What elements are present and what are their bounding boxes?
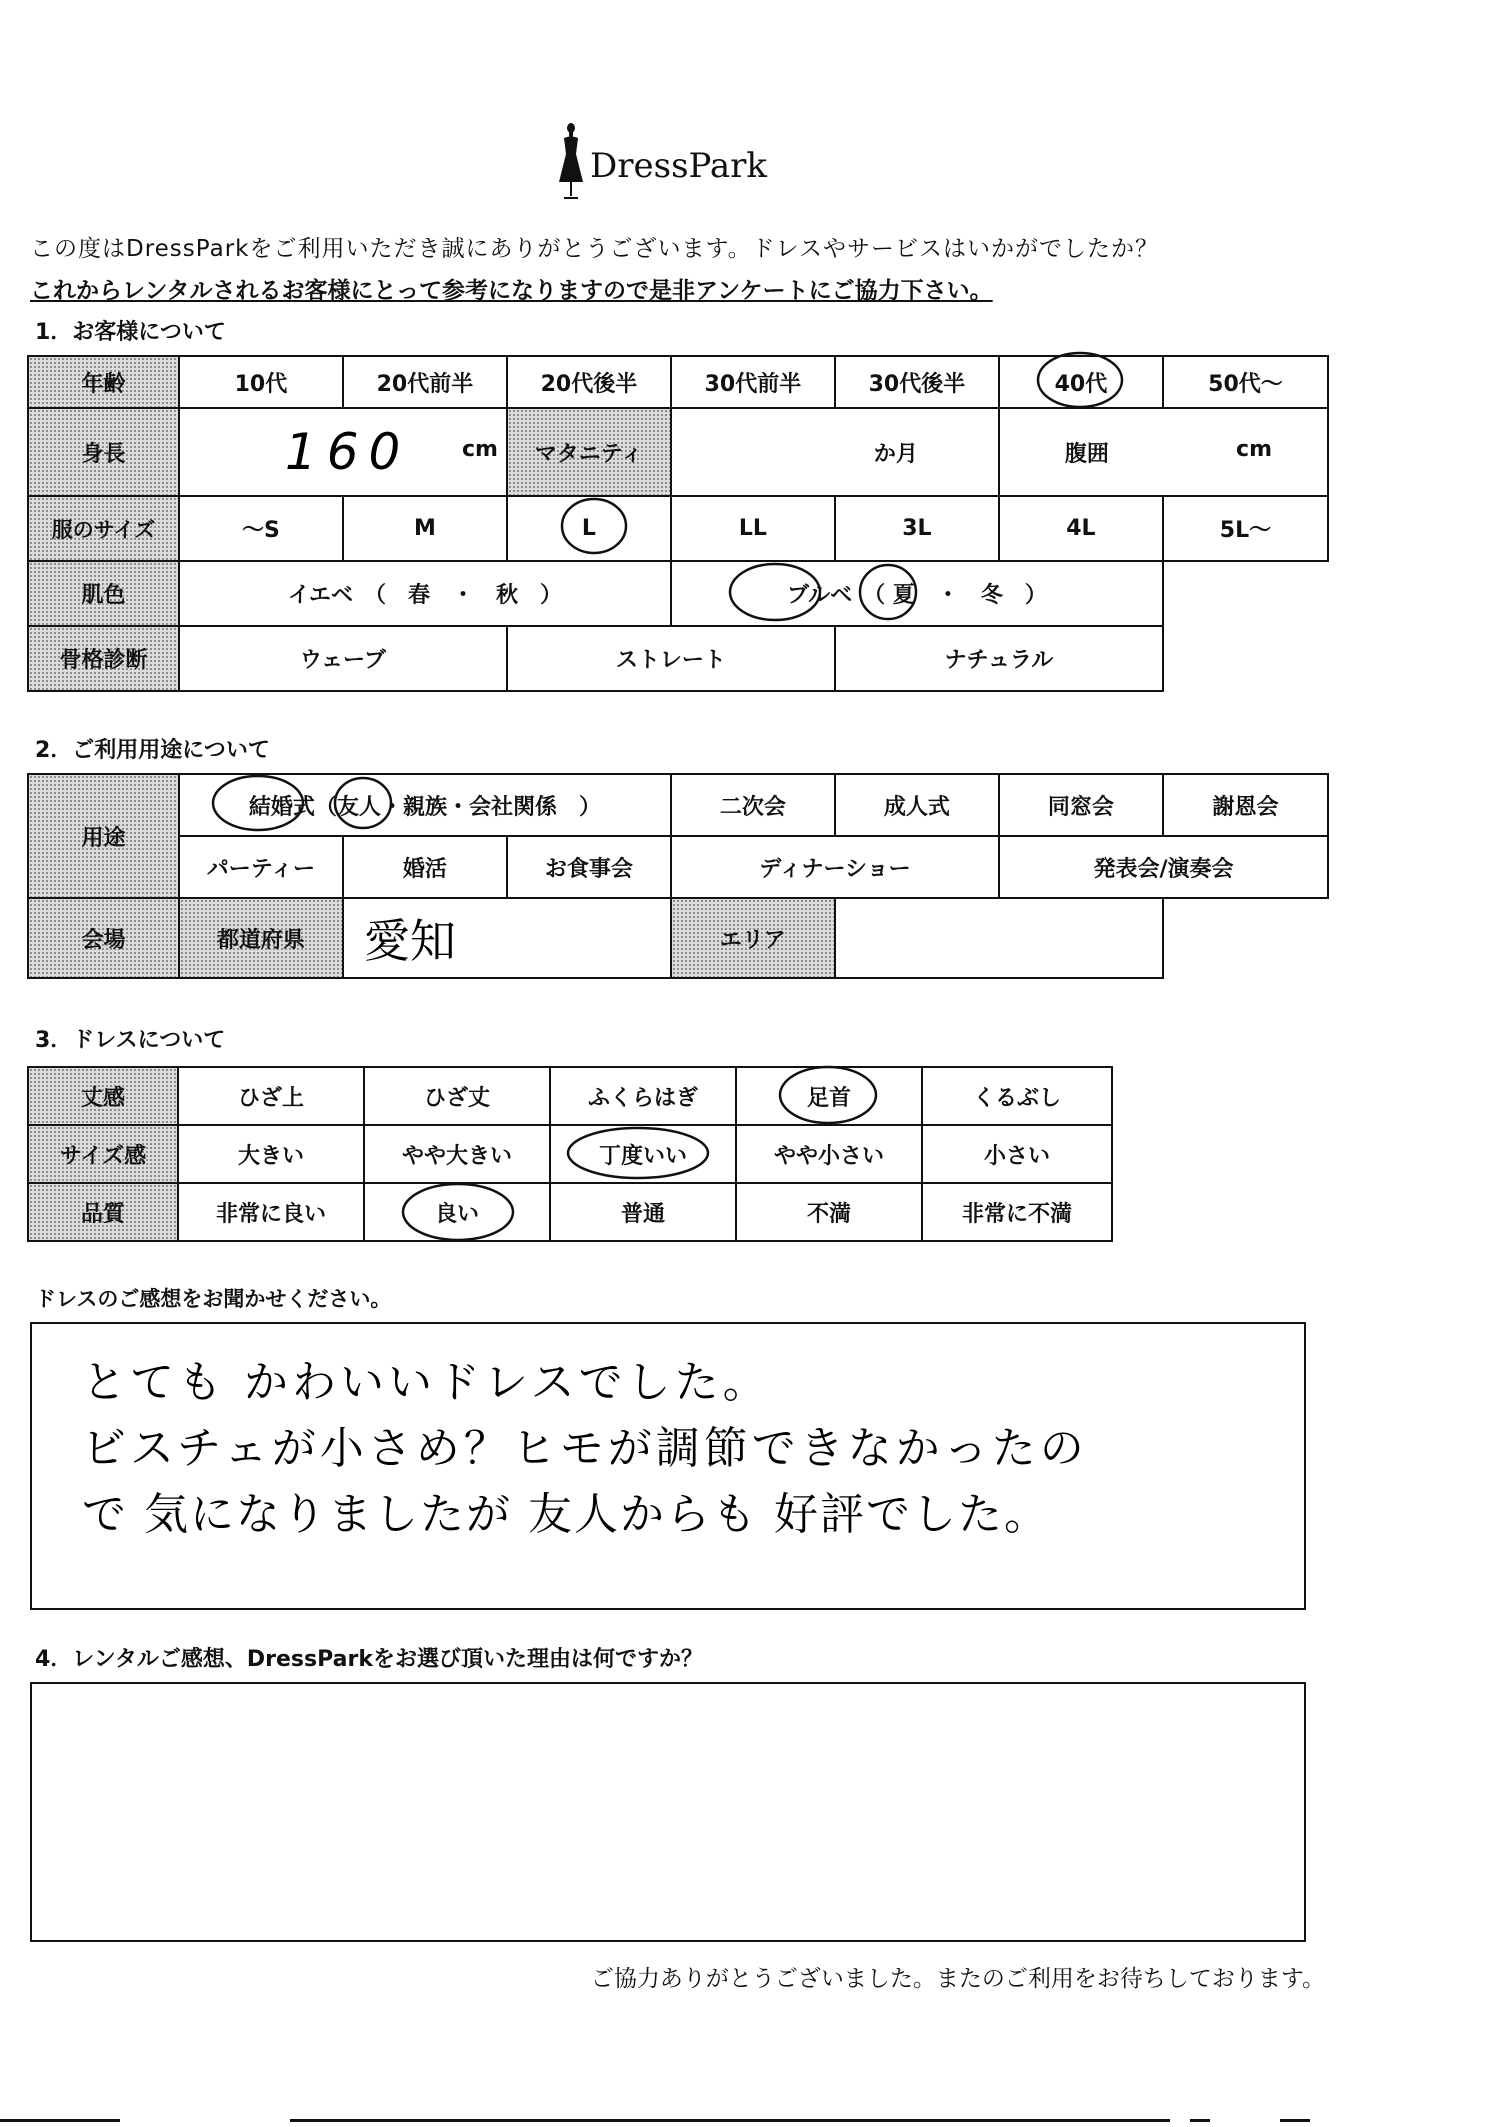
customer-table: [27, 355, 1329, 692]
intro-line-1: この度はDressParkをご利用いただき誠にありがとうございます。ドレスやサービスはいかがでしたか？: [30, 236, 1159, 262]
waist-unit: cm: [1236, 437, 1272, 462]
usage-relations: ・親族・会社関係 ）: [380, 794, 601, 820]
wedding-selected: 結婚式: [248, 794, 315, 820]
size-option[interactable]: 〜S: [179, 496, 343, 561]
fit-option[interactable]: 小さい: [922, 1125, 1112, 1183]
venue-label: 会場: [28, 898, 179, 978]
usage-option[interactable]: ディナーショー: [671, 836, 999, 898]
length-option[interactable]: ひざ丈: [364, 1067, 550, 1125]
age-option[interactable]: 50代〜: [1163, 356, 1328, 408]
comment-line: とても かわいいドレスでした。: [82, 1357, 771, 1408]
area-field[interactable]: [835, 898, 1163, 978]
section-2-title: 2．ご利用用途について: [35, 738, 270, 763]
usage-label: 用途: [28, 774, 179, 898]
maternity-months-field[interactable]: [671, 408, 999, 496]
paren: （: [314, 794, 337, 820]
height-unit: cm: [461, 437, 498, 462]
age-label: 年齢: [28, 356, 179, 408]
dot: ・: [936, 583, 959, 608]
quality-label: 品質: [28, 1183, 178, 1241]
length-option-selected[interactable]: 足首: [736, 1067, 922, 1125]
comment-line: で 気になりましたが 友人からも 好評でした。: [82, 1489, 1050, 1540]
usage-option[interactable]: 婚活: [343, 836, 507, 898]
age-option[interactable]: 10代: [179, 356, 343, 408]
length-option[interactable]: ふくらはぎ: [550, 1067, 736, 1125]
age-option[interactable]: 30代前半: [671, 356, 835, 408]
waist-field[interactable]: [999, 408, 1328, 496]
section-1-title: 1．お客様について: [35, 320, 226, 345]
quality-option-selected[interactable]: 良い: [364, 1183, 550, 1241]
scan-edge: [290, 2119, 1170, 2122]
quality-option[interactable]: 非常に良い: [178, 1183, 364, 1241]
paren: ）: [1024, 583, 1047, 608]
size-option[interactable]: LL: [671, 496, 835, 561]
height-field[interactable]: [179, 408, 507, 496]
size-option-selected[interactable]: L: [507, 496, 671, 561]
frame-option[interactable]: ナチュラル: [835, 626, 1163, 691]
scan-edge: [1280, 2119, 1310, 2122]
skin-yellow-base[interactable]: イエベ （ 春 ・ 秋 ）: [179, 561, 671, 626]
prefecture-value: 愛知: [363, 914, 456, 968]
maternity-label: マタニティ: [507, 408, 671, 496]
paren: （: [874, 583, 886, 608]
skin-label: 肌色: [28, 561, 179, 626]
usage-option[interactable]: パーティー: [179, 836, 343, 898]
usage-option[interactable]: 発表会/演奏会: [999, 836, 1328, 898]
quality-option[interactable]: 不満: [736, 1183, 922, 1241]
dress-form-icon: [555, 120, 595, 220]
quality-option[interactable]: 普通: [550, 1183, 736, 1241]
winter-option: 冬: [980, 583, 1003, 608]
usage-option[interactable]: お食事会: [507, 836, 671, 898]
summer-selected: 夏: [892, 583, 915, 608]
size-option[interactable]: 3L: [835, 496, 999, 561]
size-option[interactable]: M: [343, 496, 507, 561]
age-option[interactable]: 30代後半: [835, 356, 999, 408]
usage-table: [27, 773, 1329, 979]
usage-option[interactable]: 成人式: [835, 774, 999, 836]
rental-comment-box[interactable]: [30, 1682, 1306, 1942]
size-option[interactable]: 5L〜: [1163, 496, 1328, 561]
dresspark-logo: [555, 120, 795, 220]
usage-wedding-group[interactable]: [179, 774, 671, 836]
size-option[interactable]: 4L: [999, 496, 1163, 561]
usage-option[interactable]: 同窓会: [999, 774, 1163, 836]
waist-label: 腹囲: [1064, 442, 1109, 467]
logo-brand: DressPark: [590, 146, 768, 186]
height-value: 160: [284, 423, 411, 481]
blue-base-selected: ブルベ: [786, 583, 853, 608]
footer-thanks: ご協力ありがとうございました。またのご利用をお待ちしております。: [590, 1966, 1325, 1992]
fit-option[interactable]: やや小さい: [736, 1125, 922, 1183]
months-label: か月: [873, 442, 918, 467]
length-label: 丈感: [28, 1067, 178, 1125]
frame-option[interactable]: ストレート: [507, 626, 835, 691]
comment-prompt: ドレスのご感想をお聞かせください。: [35, 1287, 392, 1311]
age-option-selected[interactable]: 40代: [999, 356, 1163, 408]
scan-edge: [1190, 2119, 1210, 2122]
length-option[interactable]: ひざ上: [178, 1067, 364, 1125]
empty-cell: [1163, 561, 1328, 626]
skin-blue-base[interactable]: [671, 561, 1163, 626]
section-3-title: 3．ドレスについて: [35, 1028, 226, 1053]
intro-line-2: これからレンタルされるお客様にとって参考になりますので是非アンケートにご協力下さい。: [30, 278, 993, 304]
height-label: 身長: [28, 408, 179, 496]
empty-cell: [1163, 626, 1328, 691]
fit-option[interactable]: 大きい: [178, 1125, 364, 1183]
age-option[interactable]: 20代前半: [343, 356, 507, 408]
fit-option-selected[interactable]: 丁度いい: [550, 1125, 736, 1183]
dress-table: [27, 1066, 1113, 1242]
usage-option[interactable]: 二次会: [671, 774, 835, 836]
friend-selected: 友人: [336, 794, 381, 820]
frame-label: 骨格診断: [28, 626, 179, 691]
usage-option[interactable]: 謝恩会: [1163, 774, 1328, 836]
scan-edge: [0, 2119, 120, 2122]
section-4-title: 4．レンタルご感想、DressParkをお選び頂いた理由は何ですか？: [35, 1647, 703, 1672]
fit-label: サイズ感: [28, 1125, 178, 1183]
fit-option[interactable]: やや大きい: [364, 1125, 550, 1183]
prefecture-field[interactable]: [343, 898, 671, 978]
quality-option[interactable]: 非常に不満: [922, 1183, 1112, 1241]
comment-line: ビスチェが小さめ？ヒモが調節できなかったの: [82, 1423, 1088, 1474]
age-option[interactable]: 20代後半: [507, 356, 671, 408]
area-label: エリア: [671, 898, 835, 978]
prefecture-label: 都道府県: [179, 898, 343, 978]
dress-comment-box[interactable]: [30, 1322, 1306, 1610]
length-option[interactable]: くるぶし: [922, 1067, 1112, 1125]
empty-cell: [1163, 898, 1328, 978]
frame-option[interactable]: ウェーブ: [179, 626, 507, 691]
size-label: 服のサイズ: [28, 496, 179, 561]
